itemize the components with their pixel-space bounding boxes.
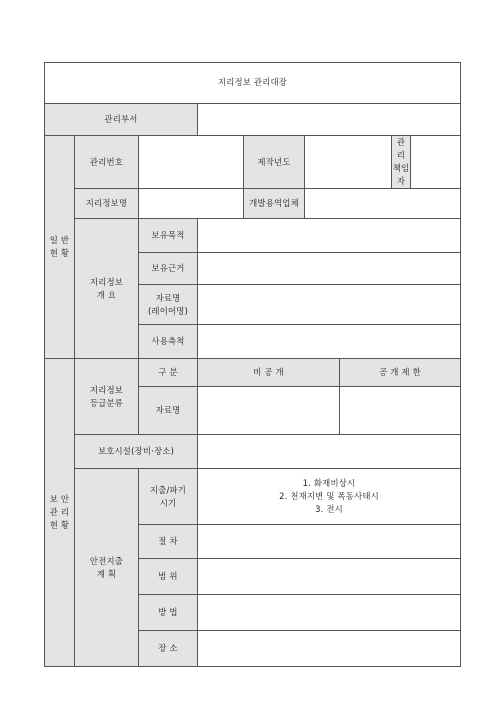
evac-time-item-1: 1. 화재비상시: [302, 478, 356, 489]
evac-time-label: [139, 469, 198, 525]
security-status-line-2: 관 리: [49, 507, 70, 518]
evac-time-item-2: 2. 천재지변 및 폭동사태시: [279, 491, 379, 502]
procedure-label: 절 차: [139, 525, 198, 559]
security-status-line-3: 현 황: [49, 520, 70, 531]
geo-info-name-label: 지리정보명: [75, 189, 139, 219]
scale-label: 사용축척: [139, 325, 198, 359]
method-label: 방 법: [139, 595, 198, 631]
geo-info-register-form: [44, 62, 460, 654]
holding-basis-value[interactable]: [198, 253, 461, 285]
general-status-section-label: [45, 136, 75, 359]
manager-label-line-1: 관 리: [396, 137, 406, 161]
scope-label: 범 위: [139, 559, 198, 595]
data-name-layer-line-2: (레이어명): [147, 305, 189, 316]
security-status-section-label: [45, 359, 75, 667]
production-year-label: 제작년도: [244, 136, 305, 189]
admin-dept-value[interactable]: [198, 104, 461, 136]
evacuation-plan-label: [75, 469, 139, 667]
mgmt-number-value[interactable]: [139, 136, 244, 189]
category-label: 구 분: [139, 359, 198, 387]
holding-purpose-label: 보유목적: [139, 219, 198, 253]
data-name-label: 자료명: [139, 387, 198, 435]
evac-time-list: [198, 469, 461, 525]
protection-facility-label: 보호시설(장비·장소): [75, 435, 198, 469]
mgmt-number-label: 관리번호: [75, 136, 139, 189]
evac-time-item-3: 3. 전시: [315, 504, 343, 515]
holding-purpose-value[interactable]: [198, 219, 461, 253]
evacuation-plan-line-2: 계 획: [96, 568, 117, 579]
data-name-layer-label: [139, 285, 198, 325]
data-name-layer-value[interactable]: [198, 285, 461, 325]
restricted-label: 공 개 제 한: [340, 359, 461, 387]
non-public-label: 비 공 개: [198, 359, 340, 387]
scope-value[interactable]: [198, 559, 461, 595]
manager-label-line-2: 책임자: [392, 163, 410, 187]
classification-label-line-1: 지리정보: [89, 384, 124, 395]
geo-info-name-value[interactable]: [139, 189, 244, 219]
manager-value[interactable]: [411, 136, 461, 189]
evacuation-plan-line-1: 안전지출: [89, 555, 124, 566]
procedure-value[interactable]: [198, 525, 461, 559]
general-status-line-1: 일 반: [49, 235, 70, 246]
register-table: [44, 62, 461, 667]
manager-label: [392, 136, 411, 189]
production-year-value[interactable]: [305, 136, 392, 189]
data-name-layer-line-1: 자료명: [155, 292, 181, 303]
dev-company-value[interactable]: [305, 189, 461, 219]
place-value[interactable]: [198, 631, 461, 667]
overview-label-line-2: 개 요: [96, 289, 117, 300]
security-status-line-1: 보 안: [49, 494, 70, 505]
general-status-line-2: 현 황: [49, 248, 70, 259]
scale-value[interactable]: [198, 325, 461, 359]
form-title: 지리정보 관리대장: [45, 63, 461, 104]
classification-label-line-2: 등급분류: [89, 397, 124, 408]
non-public-data-value[interactable]: [198, 387, 340, 435]
protection-facility-value[interactable]: [198, 435, 461, 469]
place-label: 장 소: [139, 631, 198, 667]
evac-time-line-1: 지출/파기: [149, 484, 187, 495]
method-value[interactable]: [198, 595, 461, 631]
overview-label: [75, 219, 139, 359]
dev-company-label: 개발용역업체: [244, 189, 305, 219]
classification-label: [75, 359, 139, 435]
overview-label-line-1: 지리정보: [89, 276, 124, 287]
restricted-data-value[interactable]: [340, 387, 461, 435]
holding-basis-label: 보유근거: [139, 253, 198, 285]
evac-time-line-2: 시기: [159, 497, 177, 508]
admin-dept-label: 관리부서: [45, 104, 198, 136]
